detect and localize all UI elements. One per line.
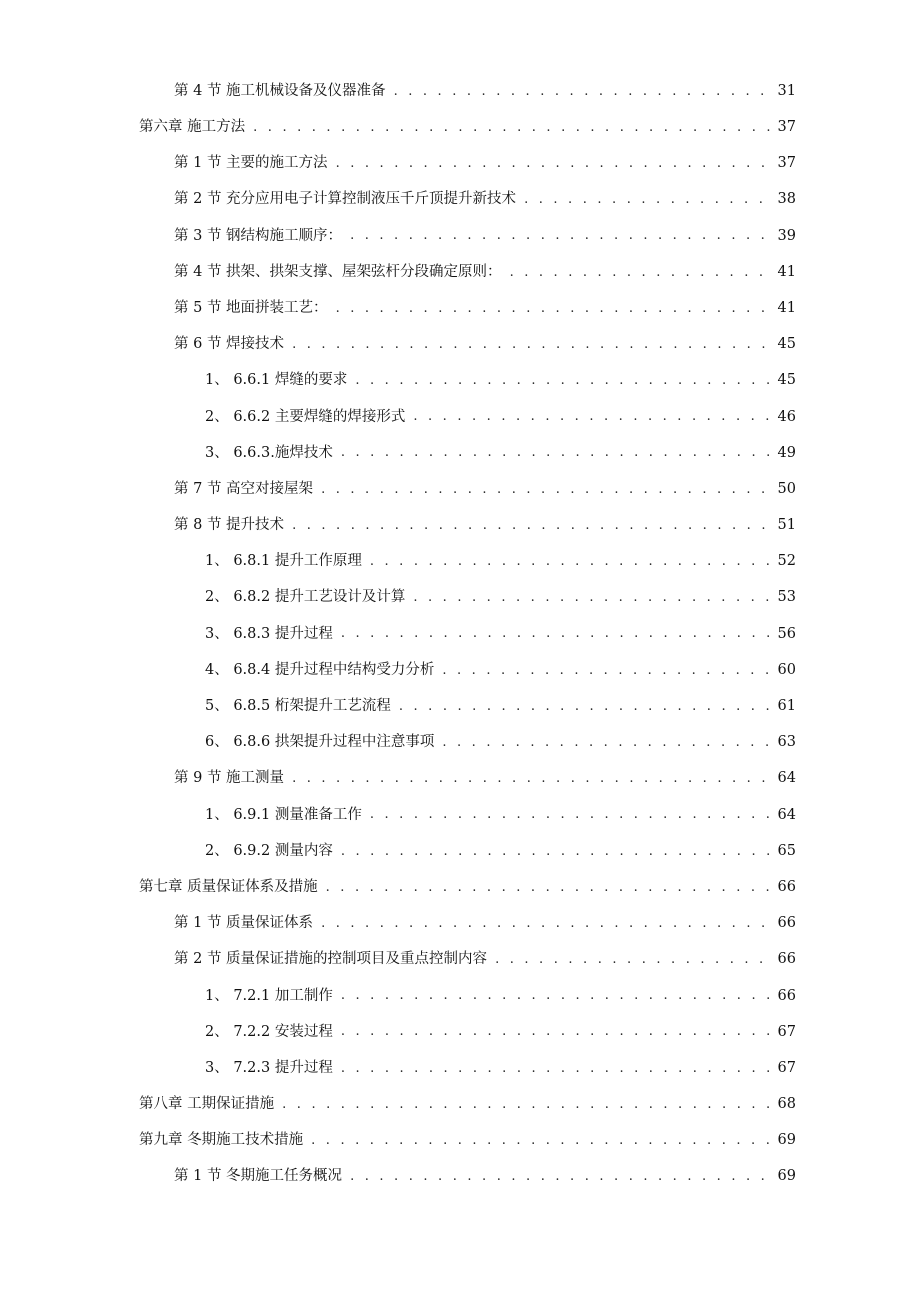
- toc-page-number: 41: [777, 299, 796, 316]
- toc-subsection-entry[interactable]: [0, 543, 920, 579]
- toc-entry-label: 第八章 工期保证措施: [139, 1096, 275, 1113]
- toc-page-number: 64: [777, 806, 796, 823]
- toc-dot-leader: [336, 157, 774, 170]
- toc-dot-leader: [413, 591, 773, 604]
- toc-entry-label: 6、 6.8.6 拱架提升过程中注意事项: [205, 734, 435, 751]
- toc-page-number: 68: [777, 1096, 796, 1113]
- toc-entry-label: 第 2 节 质量保证措施的控制项目及重点控制内容: [174, 951, 488, 968]
- toc-dot-leader: [341, 1025, 774, 1038]
- toc-dot-leader: [292, 519, 773, 532]
- toc-entry-label: 第七章 质量保证体系及措施: [139, 878, 318, 895]
- toc-entry-label: 3、 6.8.3 提升过程: [205, 625, 333, 642]
- toc-entry-label: 1、 6.6.1 焊缝的要求: [205, 372, 348, 389]
- toc-entry-label: 1、 7.2.1 加工制作: [205, 987, 333, 1004]
- toc-subsection-entry[interactable]: [0, 833, 920, 869]
- toc-page-number: 46: [777, 408, 796, 425]
- toc-page-number: 53: [777, 589, 796, 606]
- toc-dot-leader: [311, 1134, 773, 1147]
- toc-subsection-entry[interactable]: [0, 1050, 920, 1086]
- toc-page-number: 69: [777, 1168, 796, 1185]
- toc-dot-leader: [399, 700, 774, 713]
- toc-entry-label: 1、 6.8.1 提升工作原理: [205, 553, 362, 570]
- toc-chapter-entry[interactable]: [0, 109, 920, 145]
- toc-entry-label: 第九章 冬期施工技术措施: [139, 1132, 304, 1149]
- toc-page-number: 61: [777, 698, 796, 715]
- toc-dot-leader: [292, 772, 773, 785]
- toc-entry-label: 3、 6.6.3.施焊技术: [205, 444, 333, 461]
- toc-page-number: 64: [777, 770, 796, 787]
- toc-dot-leader: [370, 808, 774, 821]
- toc-dot-leader: [524, 193, 773, 206]
- toc-page-number: 67: [777, 1023, 796, 1040]
- toc-page-number: 66: [777, 987, 796, 1004]
- toc-dot-leader: [326, 881, 774, 894]
- toc-entry-label: 2、 6.6.2 主要焊缝的焊接形式: [205, 408, 406, 425]
- toc-dot-leader: [350, 229, 773, 242]
- toc-entry-label: 第 2 节 充分应用电子计算控制液压千斤顶提升新技术: [174, 191, 517, 208]
- toc-page-number: 38: [777, 191, 796, 208]
- toc-page-number: 51: [777, 517, 796, 534]
- toc-section-entry[interactable]: [0, 290, 920, 326]
- toc-subsection-entry[interactable]: [0, 978, 920, 1014]
- toc-page-number: 52: [777, 553, 796, 570]
- toc-dot-leader: [336, 302, 774, 315]
- toc-entry-label: 第 4 节 拱架、拱架支撑、屋架弦杆分段确定原则：: [174, 263, 502, 280]
- toc-subsection-entry[interactable]: [0, 1014, 920, 1050]
- toc-page-number: 67: [777, 1059, 796, 1076]
- toc-entry-label: 第 1 节 质量保证体系: [174, 915, 314, 932]
- toc-entry-label: 第 8 节 提升技术: [174, 517, 285, 534]
- toc-page-number: 66: [777, 878, 796, 895]
- toc-subsection-entry[interactable]: [0, 363, 920, 399]
- toc-entry-label: 第 9 节 施工测量: [174, 770, 285, 787]
- toc-section-entry[interactable]: [0, 218, 920, 254]
- toc-dot-leader: [321, 917, 773, 930]
- toc-dot-leader: [282, 1098, 773, 1111]
- toc-page-number: 69: [777, 1132, 796, 1149]
- toc-dot-leader: [350, 1170, 773, 1183]
- toc-section-entry[interactable]: [0, 1159, 920, 1195]
- toc-page-number: 63: [777, 734, 796, 751]
- toc-page-number: 45: [777, 372, 796, 389]
- toc-page-number: 66: [777, 951, 796, 968]
- toc-entry-label: 第 5 节 地面拼装工艺：: [174, 299, 328, 316]
- toc-dot-leader: [510, 266, 774, 279]
- toc-dot-leader: [341, 989, 774, 1002]
- toc-subsection-entry[interactable]: [0, 435, 920, 471]
- toc-entry-label: 2、 6.8.2 提升工艺设计及计算: [205, 589, 406, 606]
- toc-dot-leader: [292, 338, 773, 351]
- toc-entry-label: 5、 6.8.5 桁架提升工艺流程: [205, 698, 391, 715]
- toc-chapter-entry[interactable]: [0, 1086, 920, 1122]
- toc-chapter-entry[interactable]: [0, 869, 920, 905]
- toc-entry-label: 第 1 节 冬期施工任务概况: [174, 1168, 343, 1185]
- toc-subsection-entry[interactable]: [0, 580, 920, 616]
- toc-dot-leader: [370, 555, 774, 568]
- toc-page-number: 31: [777, 82, 796, 99]
- toc-page-number: 45: [777, 336, 796, 353]
- toc-subsection-entry[interactable]: [0, 652, 920, 688]
- toc-section-entry[interactable]: [0, 471, 920, 507]
- toc-dot-leader: [341, 627, 774, 640]
- toc-subsection-entry[interactable]: [0, 399, 920, 435]
- toc-subsection-entry[interactable]: [0, 688, 920, 724]
- toc-section-entry[interactable]: [0, 507, 920, 543]
- toc-entry-label: 1、 6.9.1 测量准备工作: [205, 806, 362, 823]
- toc-dot-leader: [355, 374, 773, 387]
- toc-entry-label: 第 7 节 高空对接屋架: [174, 480, 314, 497]
- toc-page-number: 39: [777, 227, 796, 244]
- toc-entry-label: 第 1 节 主要的施工方法: [174, 155, 328, 172]
- toc-dot-leader: [442, 664, 773, 677]
- toc-chapter-entry[interactable]: [0, 1122, 920, 1158]
- toc-section-entry[interactable]: [0, 905, 920, 941]
- toc-dot-leader: [495, 953, 773, 966]
- toc-section-entry[interactable]: [0, 254, 920, 290]
- toc-entry-label: 第 3 节 钢结构施工顺序：: [174, 227, 343, 244]
- toc-page-number: 66: [777, 915, 796, 932]
- toc-subsection-entry[interactable]: [0, 616, 920, 652]
- toc-entry-label: 第 4 节 施工机械设备及仪器准备: [174, 82, 386, 99]
- toc-section-entry[interactable]: [0, 326, 920, 362]
- toc-page-number: 37: [777, 119, 796, 136]
- toc-page-number: 41: [777, 263, 796, 280]
- toc-entry-label: 3、 7.2.3 提升过程: [205, 1059, 333, 1076]
- toc-section-entry[interactable]: [0, 761, 920, 797]
- toc-section-entry[interactable]: [0, 182, 920, 218]
- toc-entry-label: 2、 7.2.2 安装过程: [205, 1023, 333, 1040]
- toc-page-number: 49: [777, 444, 796, 461]
- toc-dot-leader: [341, 1062, 774, 1075]
- toc-dot-leader: [413, 410, 773, 423]
- toc-entry-label: 4、 6.8.4 提升过程中结构受力分析: [205, 661, 435, 678]
- toc-subsection-entry[interactable]: [0, 724, 920, 760]
- toc-dot-leader: [321, 483, 773, 496]
- table-of-contents: [0, 73, 920, 1195]
- toc-dot-leader: [394, 85, 774, 98]
- toc-page-number: 56: [777, 625, 796, 642]
- toc-section-entry[interactable]: [0, 73, 920, 109]
- toc-subsection-entry[interactable]: [0, 797, 920, 833]
- toc-page-number: 60: [777, 661, 796, 678]
- toc-section-entry[interactable]: [0, 145, 920, 181]
- toc-dot-leader: [341, 446, 774, 459]
- toc-page-number: 65: [777, 842, 796, 859]
- toc-dot-leader: [341, 845, 774, 858]
- toc-entry-label: 第 6 节 焊接技术: [174, 336, 285, 353]
- toc-dot-leader: [442, 736, 773, 749]
- toc-entry-label: 第六章 施工方法: [139, 119, 246, 136]
- toc-dot-leader: [253, 121, 773, 134]
- toc-entry-label: 2、 6.9.2 测量内容: [205, 842, 333, 859]
- toc-section-entry[interactable]: [0, 942, 920, 978]
- toc-page-number: 37: [777, 155, 796, 172]
- toc-page-number: 50: [777, 480, 796, 497]
